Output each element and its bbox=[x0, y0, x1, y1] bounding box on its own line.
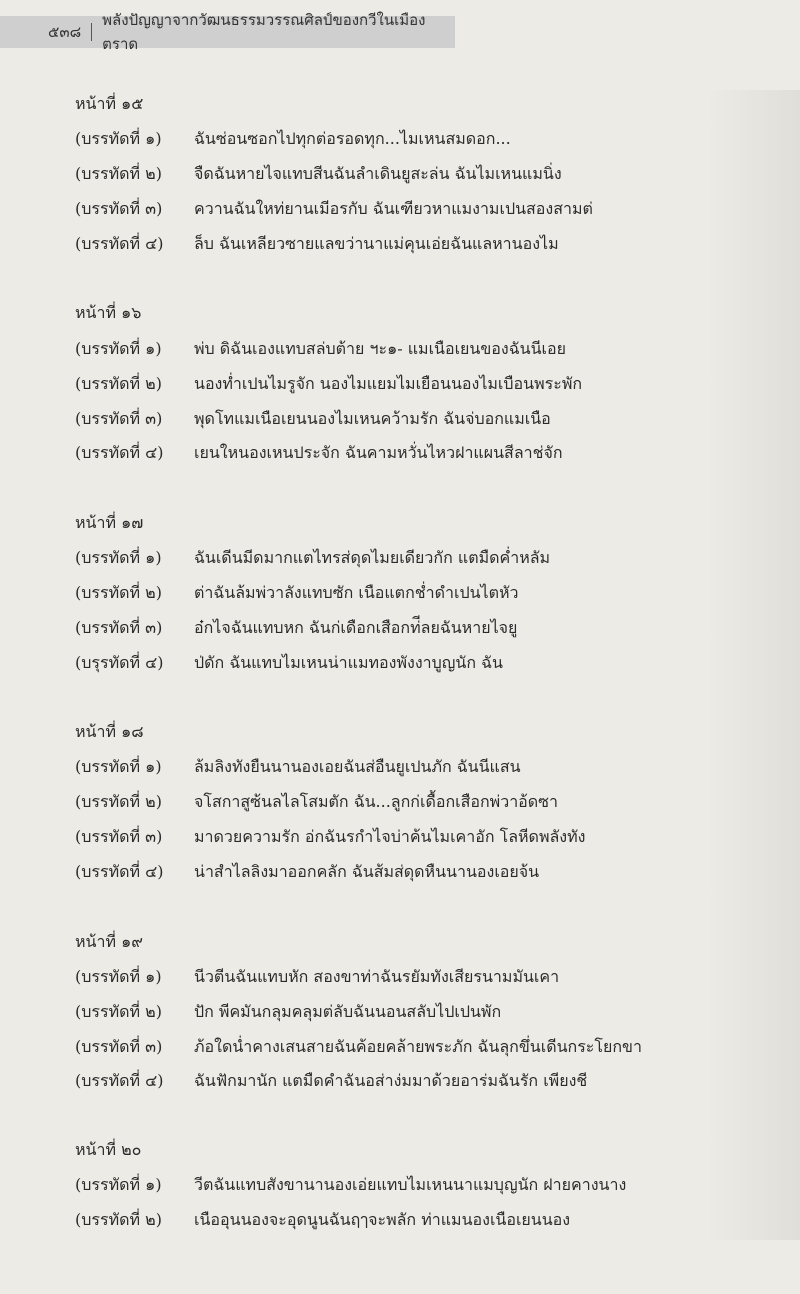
line-text: เนืออุนนองจะอุดนูนฉันฤๅจะพลัก ท่าแมนองเนือเยนนอง bbox=[194, 1210, 571, 1229]
line-text: ต่าฉันล้มพ่วาลังแทบซัก เนือแตกช่ำดำเปนไตหัว bbox=[194, 583, 519, 602]
line-text: ปัก พีคมันกลุมคลุมต่ลับฉันนอนสลับไปเปนพัก bbox=[194, 1002, 502, 1021]
line-label: (บรรทัดที่ ๒) bbox=[75, 583, 162, 602]
line-label: (บรรทัดที่ ๑) bbox=[75, 339, 162, 358]
line-text: มาดวยความรัก อ่กฉันรกำไจบ่าค้นไมเคาอัก โลหีดพลังทัง bbox=[194, 827, 586, 846]
line-text: นองท่ำเปนไมรูจัก นองไมแยมไมเยือนนองไมเบือนพระพัก bbox=[194, 374, 583, 393]
section-heading: หน้าที่ ๑๙ bbox=[75, 932, 143, 951]
line-label: (บรรทัดที่ ๑) bbox=[75, 757, 162, 776]
line-label: (บรรทัดที่ ๔) bbox=[75, 234, 164, 253]
line-label: (บรุรทัดที่ ๔) bbox=[75, 653, 164, 672]
line-text: ฉันเดีนมีดมากแตไทรส่ดุดไมยเดียวกัก แตมืดค่ำหลัม bbox=[194, 548, 551, 567]
line-label: (บรรทัดที่ ๔) bbox=[75, 1071, 164, 1090]
section-heading: หน้าที่ ๑๘ bbox=[75, 722, 144, 741]
line-label: (บรรทัดที่ ๒) bbox=[75, 1210, 162, 1229]
line-label: (บรรทัดที่ ๑) bbox=[75, 129, 162, 148]
line-label: (บรรทัดที่ ๑) bbox=[75, 967, 162, 986]
line-label: (บรรทัดที่ ๔) bbox=[75, 443, 164, 462]
line-text: ฉันซ่อนซอกไปทุกต่อรอดทุก...ไมเหนสมดอก... bbox=[194, 129, 511, 148]
line-label: (บรรทัดที่ ๑) bbox=[75, 548, 162, 567]
section-heading: หน้าที่ ๑๖ bbox=[75, 303, 142, 322]
line-text: น่าสำไลลิงมาออกคลัก ฉันส้มส่ดุดหืนนานองเอยจ้น bbox=[194, 862, 540, 881]
line-text: ล็บ ฉันเหลียวซายแลขว่านาแม่คุนเอ่ยฉันแลหานองไม bbox=[194, 234, 559, 253]
line-text: ป่ดัก ฉันแทบไมเหนน่าแมทองพังงาบูญนัก ฉัน bbox=[194, 653, 503, 672]
line-label: (บรรทัดที่ ๒) bbox=[75, 792, 162, 811]
line-label: (บรรทัดที่ ๒) bbox=[75, 374, 162, 393]
line-label: (บรรทัดที่ ๔) bbox=[75, 862, 164, 881]
line-label: (บรรทัดที่ ๓) bbox=[75, 1037, 163, 1056]
line-text: อ๋กไจฉันแทบหก ฉันก่เดือกเสือกท่ีลยฉันหายไจยู bbox=[194, 618, 518, 637]
line-text: เยนใหนองเหนประจัก ฉันคามหวั่นไหวฝาแผนสีลาช่จัก bbox=[194, 443, 563, 462]
section-heading: หน้าที่ ๑๗ bbox=[75, 513, 144, 532]
line-label: (บรรทัดที่ ๓) bbox=[75, 618, 163, 637]
section-heading: หน้าที่ ๑๕ bbox=[75, 94, 144, 113]
line-text: จืดฉันหายไจแทบสีนฉันลำเดินยูสะล่น ฉันไมเหนแมนิ่ง bbox=[194, 164, 562, 183]
line-text: ควานฉันใหท่ยานเมีอรกับ ฉันเฑียวหาแมงามเปนสองสามต่ bbox=[194, 199, 593, 218]
line-text: นีวตีนฉันแทบหัก สองขาท่าฉันรยัมทังเสียรนามมันเคา bbox=[194, 967, 560, 986]
line-label: (บรรทัดที่ ๒) bbox=[75, 164, 162, 183]
line-label: (บรรทัดที่ ๓) bbox=[75, 199, 163, 218]
line-label: (บรรทัดที่ ๓) bbox=[75, 409, 163, 428]
line-text: จโสกาสูซ้นลไลโสมตัก ฉัน...ลูกก่เดื้อกเสือกพ่วาอ้ดซา bbox=[194, 792, 559, 811]
line-text: พุดโทแมเนือเยนนองไมเหนคว้ามรัก ฉันจ่บอกแมเนือ bbox=[194, 409, 551, 428]
line-text: ฉันฟักมานัก แตมืดคำฉันอส่าง่มมาด้วยอาร่มฉันรัก เพียงชี bbox=[194, 1071, 588, 1090]
line-text: ภ้อใดน่ำคางเสนสายฉันค้อยคล้ายพระภัก ฉันลุกขึ่นเดีนกระโยกขา bbox=[194, 1037, 642, 1056]
page-number: ๕๓๘ bbox=[48, 23, 82, 41]
line-label: (บรรทัดที่ ๑) bbox=[75, 1175, 162, 1194]
line-label: (บรรทัดที่ ๒) bbox=[75, 1002, 162, 1021]
line-text: ล้มลิงทังยืนนานองเอยฉันส่อืนยูเปนภัก ฉันนีแสน bbox=[194, 757, 521, 776]
line-label: (บรรทัดที่ ๓) bbox=[75, 827, 163, 846]
line-text: วีตฉันแทบสังขานานองเอ่ยแทบไมเหนนาแมบุญนัก ฝายคางนาง bbox=[194, 1175, 627, 1194]
section-heading: หน้าที่ ๒๐ bbox=[75, 1140, 142, 1159]
book-title: พลังปัญญาจากวัฒนธรรมวรรณศิลป์ของกวีในเมืองตราด bbox=[102, 11, 426, 53]
line-text: พ่บ ดิฉันเองแทบสล่บต้าย ฯะ๑- แมเนือเยนของฉันนีเอย bbox=[194, 339, 566, 358]
